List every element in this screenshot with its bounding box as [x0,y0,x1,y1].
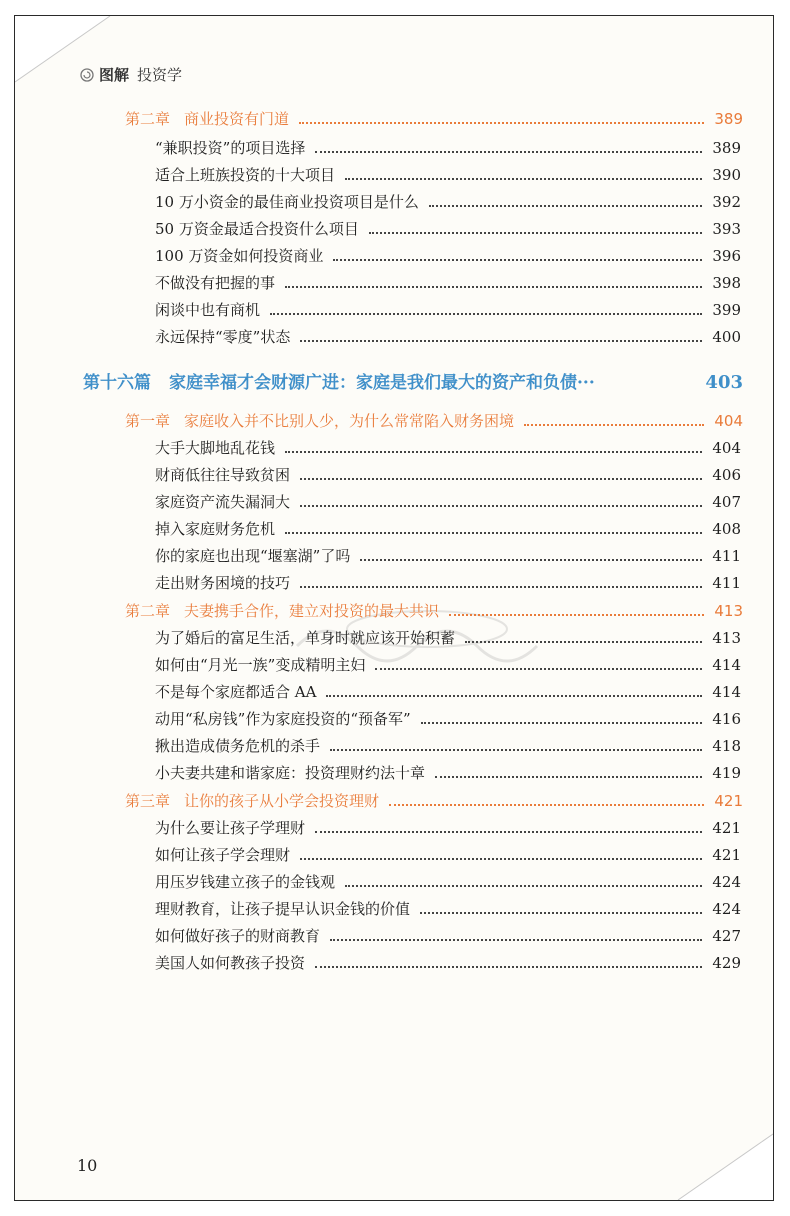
toc-entry [155,952,741,973]
toc-entry [155,164,741,185]
dot-leader [326,695,702,697]
toc-page-number: 389 [712,139,741,157]
dot-leader [420,912,702,914]
toc-page-number: 403 [705,372,743,393]
page-number: 10 [77,1156,98,1175]
dot-leader [300,340,702,342]
toc-entry [155,491,741,512]
toc-title: 财商低往往导致贫困 [155,466,291,484]
dot-leader [330,749,702,751]
toc-title: 夫妻携手合作，建立对投资的最大共识 [184,602,440,620]
toc-title: 为了婚后的富足生活，单身时就应该开始积蓄 [155,629,456,647]
toc-page-number: 398 [712,274,741,292]
toc-entry [155,654,741,675]
toc-title: 永远保持“零度”状态 [155,328,291,346]
toc-title: 家庭幸福才会财源广进：家庭是我们最大的资产和负债··· [169,373,595,393]
toc-title: 揪出造成债务危机的杀手 [155,737,321,755]
toc-title: 商业投资有门道 [184,110,290,128]
dot-leader [465,641,702,643]
toc-title: 不做没有把握的事 [155,274,276,292]
toc-page-number: 414 [712,683,741,701]
toc-entry-title [125,108,299,129]
toc-title: 如何由“月光一族”变成精明主妇 [155,656,366,674]
toc-page-number: 396 [712,247,741,265]
toc-title: 如何做好孩子的财商教育 [155,927,321,945]
dot-leader [429,205,703,207]
toc-page-number: 429 [712,954,741,972]
toc-page-number: 421 [712,819,741,837]
toc-page-number: 400 [712,328,741,346]
corner-decoration [15,16,145,106]
toc-title: 不是每个家庭都适合 AA [155,683,317,701]
toc-entry-title [155,654,375,675]
toc-number: 第二章 [125,110,171,128]
toc-page-number: 389 [714,110,743,128]
toc-number: 第一章 [125,412,171,430]
dot-leader [449,614,704,616]
dot-leader [389,804,704,806]
toc-entry-title [155,817,315,838]
toc-entry-title [155,518,285,539]
toc-page-number: 413 [714,602,743,620]
toc-entry [155,545,741,566]
dot-leader [285,532,702,534]
toc-entry-title [155,245,333,266]
toc-entry-title [155,464,300,485]
header-title: 投资学 [137,66,183,84]
toc-page-number: 421 [712,846,741,864]
toc-page-number: 418 [712,737,741,755]
dot-leader [375,668,702,670]
toc-entry-title [155,437,285,458]
toc-entry [155,137,741,158]
toc-chapter [125,790,743,811]
toc-page-number: 406 [712,466,741,484]
toc-entry [155,898,741,919]
toc-chapter [125,108,743,129]
toc-entry-title [125,600,449,621]
dot-leader [345,178,702,180]
toc-number: 第十六篇 [83,373,151,393]
toc-entry-title [155,871,345,892]
toc-page-number: 419 [712,764,741,782]
dot-leader [300,586,702,588]
header-series: 图解 [99,66,130,84]
toc-page-number: 427 [712,927,741,945]
toc-title: 如何让孩子学会理财 [155,846,291,864]
toc-page-number: 424 [712,873,741,891]
toc-title: 50 万资金最适合投资什么项目 [155,220,359,238]
corner-decoration [643,1110,773,1200]
dot-leader [300,858,702,860]
toc-entry [155,299,741,320]
toc-entry [155,245,741,266]
toc-page-number: 404 [712,439,741,457]
dot-leader [360,559,702,561]
toc-page-number: 414 [712,656,741,674]
dot-leader [315,831,702,833]
toc-entry [155,762,741,783]
toc-chapter [125,600,743,621]
toc-number: 第三章 [125,792,171,810]
book-page [14,15,774,1201]
toc-entry [155,272,741,293]
toc-page-number: 421 [714,792,743,810]
toc-title: “兼职投资”的项目选择 [155,139,306,157]
toc-entry-title [155,762,435,783]
toc-entry-title [125,410,524,431]
toc-entry-title [155,545,360,566]
toc-entry-title [155,735,330,756]
toc-entry [155,518,741,539]
dot-leader [345,885,702,887]
toc-title: 家庭收入并不比别人少，为什么常常陷入财务困境 [184,412,515,430]
dot-leader [299,122,704,124]
toc-title: 你的家庭也出现“堰塞湖”了吗 [155,547,351,565]
toc-entry [155,871,741,892]
toc-entry [155,708,741,729]
toc-entry-title [155,191,429,212]
toc-entry-title [155,164,345,185]
toc-page-number: 424 [712,900,741,918]
toc-title: 适合上班族投资的十大项目 [155,166,336,184]
toc-entry [155,735,741,756]
toc-entry [155,437,741,458]
toc-title: 家庭资产流失漏洞大 [155,493,291,511]
toc-title: 10 万小资金的最佳商业投资项目是什么 [155,193,419,211]
toc-entry-title [155,299,270,320]
dot-leader [330,939,702,941]
toc-title: 闲谈中也有商机 [155,301,261,319]
toc-title: 走出财务困境的技巧 [155,574,291,592]
toc-page-number: 416 [712,710,741,728]
dot-leader [315,966,702,968]
toc-part [83,368,743,393]
toc-title: 动用“私房钱”作为家庭投资的“预备军” [155,710,411,728]
toc-entry-title [155,272,285,293]
toc-entry [155,218,741,239]
dot-leader [270,313,702,315]
toc-title: 100 万资金如何投资商业 [155,247,324,265]
dot-leader [285,451,702,453]
toc-entry-title [83,368,705,393]
dot-leader [300,478,702,480]
toc-entry-title [155,925,330,946]
toc-title: 用压岁钱建立孩子的金钱观 [155,873,336,891]
dot-leader [369,232,703,234]
toc-page-number: 393 [712,220,741,238]
toc-page-number: 413 [712,629,741,647]
toc-entry [155,925,741,946]
toc-page-number: 392 [712,193,741,211]
toc-page-number: 390 [712,166,741,184]
toc-title: 掉入家庭财务危机 [155,520,276,538]
toc-entry [155,572,741,593]
toc-entry-title [155,952,315,973]
toc-entry [155,627,741,648]
dot-leader [285,286,702,288]
running-header [79,64,182,85]
toc-entry-title [155,491,300,512]
toc-chapter [125,410,743,431]
toc-page-number: 399 [712,301,741,319]
dot-leader [435,776,702,778]
toc-page-number: 404 [714,412,743,430]
dot-leader [300,505,702,507]
dot-leader [315,151,702,153]
dot-leader [333,259,702,261]
toc-entry [155,191,741,212]
toc-entry [155,464,741,485]
toc-entry-title [155,898,420,919]
toc-entry [155,681,741,702]
toc-page-number: 407 [712,493,741,511]
toc-entry-title [155,218,369,239]
toc-title: 小夫妻共建和谐家庭：投资理财约法十章 [155,764,426,782]
toc-entry-title [155,572,300,593]
toc-entry-title [155,627,465,648]
toc-entry-title [155,137,315,158]
toc-entry-title [155,708,421,729]
toc-page-number: 411 [712,547,741,565]
dot-leader [524,424,704,426]
toc-entry [155,817,741,838]
toc-title: 大手大脚地乱花钱 [155,439,276,457]
toc-entry-title [125,790,389,811]
toc-entry-title [155,844,300,865]
toc-number: 第二章 [125,602,171,620]
toc-title: 让你的孩子从小学会投资理财 [184,792,380,810]
toc-entry [155,326,741,347]
toc-page-number: 411 [712,574,741,592]
toc-entry-title [155,326,300,347]
toc-page-number: 408 [712,520,741,538]
toc-title: 为什么要让孩子学理财 [155,819,306,837]
toc-entry-title [155,681,326,702]
swirl-logo-icon [79,67,95,83]
toc-title: 理财教育，让孩子提早认识金钱的价值 [155,900,411,918]
toc-title: 美国人如何教孩子投资 [155,954,306,972]
toc-entry [155,844,741,865]
dot-leader [421,722,703,724]
